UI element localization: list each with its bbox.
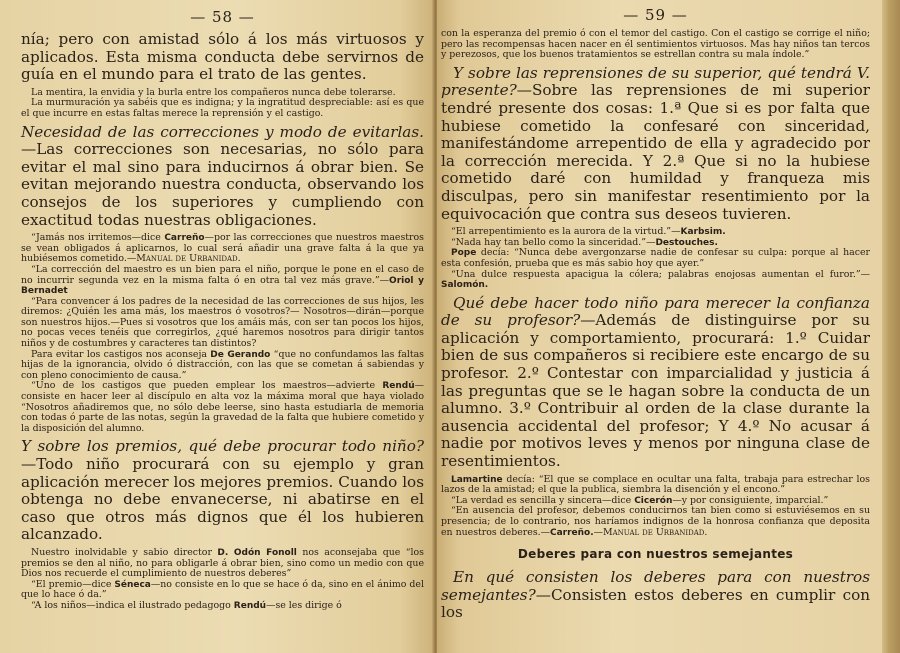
quote-text: decía: “Nunca debe avergonzarse nadie de confesar su culpa: porque al hacer esta confesión, prueba que es más sabio hoy que ayer.” (441, 247, 870, 269)
quote-text: “El premio—dice (31, 578, 115, 590)
answer-text: —Las correcciones son necesarias, no sólo para evitar el mal sino para inducirnos á obrar bien. Se evitan mejorando nuestra conducta, observando los consejos de los superiores y cumpliendo con exactitud todas nuestras obligaciones. (21, 140, 424, 229)
quote (21, 580, 424, 601)
quote (441, 248, 870, 269)
page-number: — 59 — (623, 6, 688, 24)
author-name: Cicerón (634, 495, 673, 506)
quote: La mentira, la envidia y la burla entre los compañeros nunca debe tolerarse. (31, 86, 396, 98)
question-heading: Y sobre los premios, qué debe procurar todo niño? (21, 437, 424, 456)
question-paragraph (441, 295, 870, 471)
right-page (437, 0, 882, 653)
answer-text: —Sobre las reprensiones de mi superior tendré presente dos cosas: 1.ª Que si es por falta que hubiese cometido la confesaré con sinceridad, manifestándome arrepentido de ella y agradecido por la corrección merecida. Y 2.ª Que si no la hubiese cometido daré con humildad y franqueza mis disculpas, pero sin manifestar resentimiento por la equivocación que contra sus deseos tuvieren. (441, 81, 870, 223)
author-name: Carreño. (549, 527, 594, 538)
author-name: Lamartine (451, 474, 503, 485)
author-name: Rendú (233, 600, 267, 611)
author-name: Pope (451, 248, 477, 259)
author-name: Salomón. (441, 280, 489, 291)
quote-text: “Nada hay tan bello como la sinceridad.”— (451, 236, 656, 248)
quote (21, 350, 424, 382)
author-name: De Gerando (210, 349, 271, 360)
quote-text: “que no confundamos las faltas hijas de la ignorancia, olvido ó distracción, con las que se cometan á sabiendas y con pleno conocimiento de causa.” (21, 348, 424, 381)
author-name: D. Odón Fonoll (217, 547, 297, 558)
question-heading: Necesidad de las correcciones y modo de evitarlas. (21, 122, 424, 141)
author-name: Destouches. (655, 237, 718, 248)
question-paragraph (441, 65, 870, 223)
quote (441, 506, 870, 538)
left-page (0, 0, 434, 653)
page-edge (882, 0, 900, 653)
quote (21, 601, 424, 612)
question-paragraph (21, 124, 424, 230)
author-name: Rendú (382, 381, 415, 392)
quote-text: “La corrección del maestro es un bien para el niño, porque le pone en el caso de no incurrir segunda vez en la misma falta ó en otra tal vez más grave.”— (21, 263, 424, 286)
quote (21, 233, 424, 265)
question-heading: Y sobre las reprensiones de su superior, qué tendrá V. presente? (441, 63, 870, 100)
quote-text: Nuestro inolvidable y sabio director (31, 546, 218, 558)
quote-text: —y por consiguiente, imparcial.” (672, 494, 829, 506)
quote: con la esperanza del premio ó con el temor del castigo. Con el castigo se corrige el niño; pero las recompensas hacen nacer en él sentimientos virtuosos. Mas hay niños tan tercos y perezosos, que los buenos tratamientos se estrellan contra su mala índole.” (441, 28, 870, 61)
quote-text: —no consiste en lo que se hace ó da, sino en el ánimo del que lo hace ó da.” (21, 578, 424, 601)
quote-text: “La verdad es sencilla y sincera—dice (451, 494, 635, 506)
answer-text: —Todo niño procurará con su ejemplo y gran aplicación merecer los mejores premios. Cuando los obtenga no debe envanecerse, ni abatirse en el caso que otros más dignos que él los hubieren alcanzado. (21, 455, 424, 544)
answer-text: —Además de distinguirse por su aplicación y comportamiento, procurará: 1.º Cuidar bien de sus compañeros si recibiere este encargo de su profesor. 2.º Contestar con imparcialidad y justicia á las preguntas que se le hagan sobre la conducta de un alumno. 3.º Contribuir al orden de la clase durante la ausencia accidental del profesor; Y 4.º No acusar á nadie por motivos leves y menos por ninguna clase de resentimientos. (441, 311, 870, 471)
author-name: Oriol y Bernadet (21, 275, 424, 297)
question-paragraph (21, 438, 424, 544)
question-heading: En qué consisten los deberes para con nuestros semejantes? (441, 568, 870, 604)
quote-text: —por las correcciones que nuestros maestros se vean obligados á aplicarnos, lo cual será añadir una grave falta á la que ya hubiésemos cometido.— (21, 232, 424, 265)
source-title: Manual de Urbanidad. (136, 253, 241, 265)
section-heading: Deberes para con nuestros semejantes (517, 547, 794, 562)
quote: “Para convencer á los padres de la necesidad de las correcciones de sus hijos, les diremos: ¿Quién les ama más, los maestros ó vosotros?— Nosotros—dirán—porque son nuestros hijos.—Pues si vosotros que los amáis más, con ser tan pocos los hijos, no pocas veces tenéis que corregirlos, ¿qué haremos nosotros para dirigir tantos niños y de costumbres y caracteres tan distintos? (21, 295, 424, 350)
paragraph: nía; pero con amistad sólo á los más virtuosos y aplicados. Esta misma conducta debe servirnos de guía en el mundo para el trato de las gentes. (21, 30, 424, 84)
quote (21, 548, 424, 580)
quote: La murmuración ya sabéis que es indigna; y la ingratitud despreciable: así es que el que incurre en estas faltas merece la reprensión y el castigo. (21, 97, 424, 119)
quote-text: —consiste en hacer leer al discípulo en alta voz la máxima moral que haya violado “Nosotros añadiremos que, no sólo debe leerse, sino hasta estudiarla de memoria con todas ó parte de las notas, según la gravedad de la falta que hubiere cometido y la disposición del alumno. (21, 380, 424, 434)
quote-text: “Uno de los castigos que pueden emplear los maestros—advierte (31, 380, 383, 392)
quote (21, 381, 424, 434)
quote-text: “Una dulce respuesta apacigua la cólera; palabras enojosas aumentan el furor.”— (451, 268, 870, 280)
quote (441, 475, 870, 496)
author-name: Carreño (164, 233, 205, 244)
source-title: —Manual de Urbanidad. (593, 526, 708, 538)
quote-text: “El arrepentimiento es la aurora de la virtud.”— (451, 226, 681, 238)
quote-text: nos aconsejaba que “los premios se den al niño, no para obligarle á obrar bien, sino como un medio con que Dios nos recuerde el cumplimiento de nuestros deberes” (21, 546, 424, 580)
question-heading: Qué debe hacer todo niño para merecer la confianza de su profesor? (441, 293, 870, 330)
answer-text: —Consisten estos deberes en cumplir con los (441, 585, 870, 622)
quote (21, 265, 424, 297)
author-name: Séneca (114, 579, 151, 590)
quote-text: “Jamás nos irritemos—dice (31, 232, 165, 244)
quote-text: “En ausencia del profesor, debemos conducirnos tan bien como si estuviésemos en su presencia; de lo contrario, nos haríamos indignos de la honrosa confianza que deposita en nuestros deberes.— (441, 505, 870, 538)
page-number: — 58 — (190, 8, 255, 26)
quote-text: Para evitar los castigos nos aconseja (31, 348, 211, 360)
question-paragraph (441, 569, 870, 622)
quote-text: “A los niños—indica el ilustrado pedagogo (31, 599, 234, 611)
author-name: Karbsim. (680, 227, 726, 238)
quote-text: decía: “El que se complace en ocultar una falta, trabaja para estrechar los lazos de la amistad; el que la publica, siembra la disención y el encono.” (441, 473, 870, 496)
quote-text: —se les dirige ó (266, 599, 342, 611)
quote (441, 270, 870, 291)
